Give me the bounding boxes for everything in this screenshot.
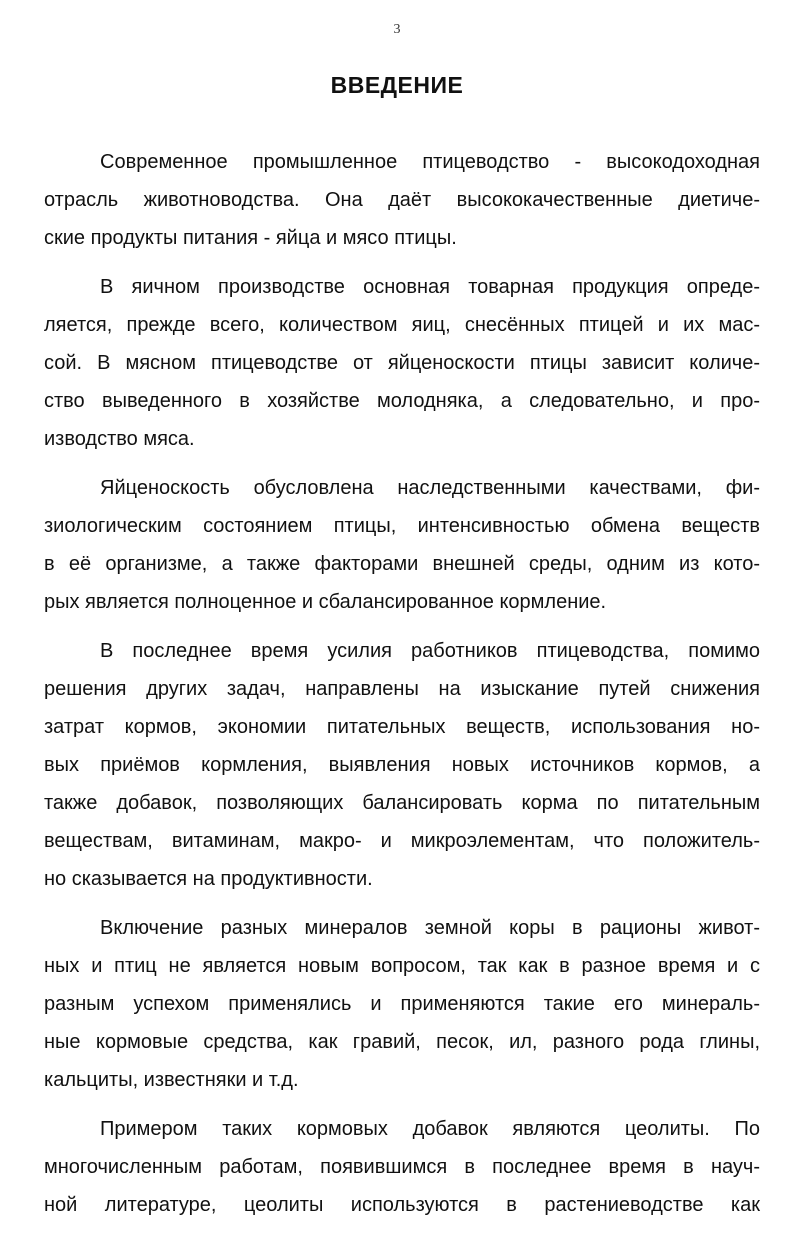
paragraph-1 <box>44 143 760 257</box>
text-line: ных и птиц не является новым вопросом, так как в разное время и с <box>44 955 760 977</box>
text-line: затрат кормов, экономии питательных веществ, использования но- <box>44 716 760 738</box>
text-line: рых является полноценное и сбалансированное кормление. <box>44 591 607 613</box>
text-line: ной литературе, цеолиты используются в растениеводстве как <box>44 1194 760 1216</box>
text-line: разным успехом применялись и применяются такие его минераль- <box>44 993 760 1015</box>
text-line: В последнее время усилия работников птицеводства, помимо <box>100 640 760 662</box>
page-number: 3 <box>393 22 401 37</box>
text-line: ляется, прежде всего, количеством яиц, снесённых птицей и их мас- <box>44 314 760 336</box>
text-line: многочисленным работам, появившимся в последнее время в науч- <box>44 1156 760 1178</box>
text-line: зиологическим состоянием птицы, интенсивностью обмена веществ <box>44 515 760 537</box>
text-line: вых приёмов кормления, выявления новых источников кормов, а <box>44 754 760 776</box>
text-line: ные кормовые средства, как гравий, песок, ил, разного рода глины, <box>44 1031 760 1053</box>
text-line: ство выведенного в хозяйстве молодняка, а следовательно, и про- <box>44 390 760 412</box>
text-line: Современное промышленное птицеводство - высокодоходная <box>100 151 760 173</box>
paragraph-6 <box>44 1110 760 1224</box>
text-line: также добавок, позволяющих балансировать корма по питательным <box>44 792 760 814</box>
text-line: изводство мяса. <box>44 428 195 450</box>
text-line: В яичном производстве основная товарная продукция опреде- <box>100 276 760 298</box>
page-title: ВВЕДЕНИЕ <box>330 72 464 98</box>
text-line: Яйценоскость обусловлена наследственными качествами, фи- <box>100 477 760 499</box>
text-line: Включение разных минералов земной коры в рационы живот- <box>100 917 760 939</box>
text-line: отрасль животноводства. Она даёт высококачественные диетиче- <box>44 189 760 211</box>
text-line: сой. В мясном птицеводстве от яйценоскости птицы зависит количе- <box>44 352 760 374</box>
text-line: ские продукты питания - яйца и мясо птицы. <box>44 227 457 249</box>
paragraph-4 <box>44 632 760 898</box>
paragraph-2 <box>44 268 760 458</box>
text-line: решения других задач, направлены на изыскание путей снижения <box>44 678 760 700</box>
text-line: Примером таких кормовых добавок являются цеолиты. По <box>100 1118 760 1140</box>
document-body <box>44 143 760 1235</box>
text-line: но сказывается на продуктивности. <box>44 868 373 890</box>
text-line: в её организме, а также факторами внешней среды, одним из кото- <box>44 553 760 575</box>
text-line: веществам, витаминам, макро- и микроэлементам, что положитель- <box>44 830 760 852</box>
paragraph-5 <box>44 909 760 1099</box>
paragraph-3 <box>44 469 760 621</box>
text-line: кальциты, известняки и т.д. <box>44 1069 299 1091</box>
